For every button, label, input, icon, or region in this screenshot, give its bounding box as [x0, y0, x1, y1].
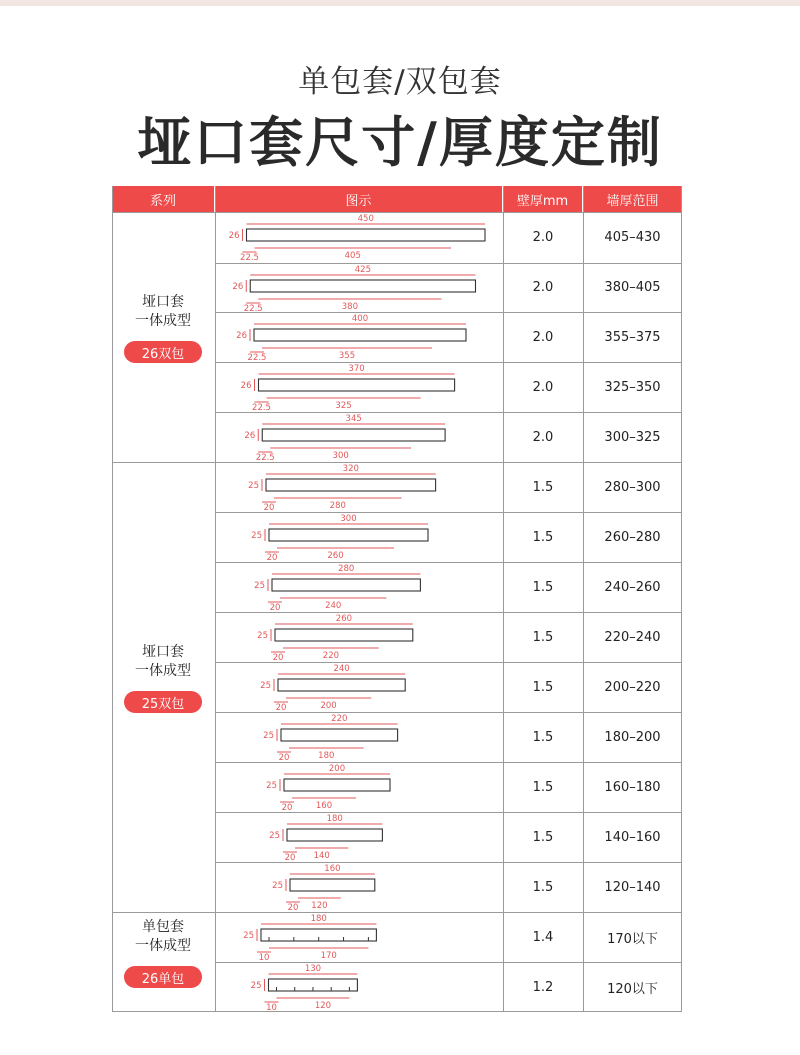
lip-dimension-label: 20 [269, 603, 281, 612]
top-dimension-label: 220 [331, 714, 348, 724]
lip-dimension-label: 22.5 [252, 403, 271, 412]
profile-diagram [215, 462, 503, 512]
profile-outline [266, 479, 436, 491]
height-dimension-label: 25 [260, 681, 271, 691]
wall-range-value: 120–140 [604, 879, 661, 895]
thickness-value: 1.5 [532, 629, 554, 645]
profile-diagram [215, 662, 503, 712]
group-label-line1: 垭口套 [142, 294, 184, 310]
thickness-value: 1.5 [532, 879, 554, 895]
lip-dimension-label: 22.5 [243, 304, 263, 312]
top-dimension-label: 425 [354, 265, 371, 275]
profile-outline [287, 829, 382, 841]
lip-dimension-label: 20 [275, 703, 287, 712]
profile-diagram [215, 912, 503, 962]
bottom-dimension-label: 220 [322, 651, 340, 661]
group-label-line1: 单包套 [142, 919, 184, 935]
height-dimension-label: 25 [254, 581, 265, 591]
top-dimension-label: 345 [345, 414, 362, 424]
top-dimension-label: 450 [357, 214, 374, 224]
top-dimension-label: 130 [304, 964, 322, 974]
wall-range-value: 180–200 [604, 729, 661, 745]
group-label-line2: 一体成型 [135, 663, 191, 679]
header-series: 系列 [112, 186, 215, 212]
profile-outline [290, 879, 375, 891]
bottom-dimension-label: 325 [335, 401, 352, 411]
profile-outline [272, 579, 420, 591]
height-dimension-label: 25 [248, 481, 259, 491]
lip-dimension-label: 20 [266, 553, 278, 562]
group-badge: 26双包 [124, 341, 202, 363]
wall-range-value: 380–405 [604, 280, 661, 295]
height-dimension-label: 26 [244, 431, 256, 441]
profile-diagram [215, 862, 503, 912]
group-badge: 25双包 [124, 691, 202, 713]
profile-outline [247, 229, 486, 241]
profile-outline [269, 529, 428, 541]
bottom-dimension-label: 180 [318, 751, 335, 761]
profile-diagram [215, 612, 503, 662]
bottom-dimension-label: 380 [341, 302, 358, 312]
wall-range-value: 160–180 [604, 779, 661, 795]
wall-range-value: 325–350 [604, 379, 661, 395]
bottom-dimension-label: 120 [311, 901, 328, 911]
profile-diagram [215, 962, 503, 1012]
profile-outline [259, 379, 455, 391]
height-dimension-label: 25 [269, 831, 280, 841]
top-dimension-label: 160 [324, 864, 341, 874]
profile-outline [281, 729, 398, 741]
profile-diagram [215, 562, 503, 612]
bottom-dimension-label: 280 [329, 501, 346, 511]
lip-dimension-label: 22.5 [240, 253, 259, 263]
thickness-value: 1.5 [532, 579, 554, 595]
wall-range-value: 355–375 [604, 329, 661, 345]
wall-range-value: 220–240 [604, 629, 661, 645]
wall-range-value: 140–160 [604, 829, 661, 845]
thickness-value: 1.4 [532, 929, 554, 945]
header-thickness: 壁厚mm [503, 186, 583, 212]
wall-range-value: 170以下 [607, 931, 658, 947]
thickness-value: 2.0 [532, 280, 554, 295]
group-label-line2: 一体成型 [135, 938, 191, 954]
wall-range-value: 120以下 [607, 981, 658, 997]
profile-diagram [215, 263, 503, 312]
thickness-value: 2.0 [532, 379, 554, 395]
group-label-line1: 垭口套 [142, 644, 184, 660]
top-dimension-label: 260 [335, 614, 353, 624]
profile-diagram [215, 412, 503, 462]
top-dimension-label: 280 [338, 564, 355, 574]
height-dimension-label: 25 [263, 731, 274, 741]
profile-outline [284, 779, 390, 791]
profile-outline [278, 679, 405, 691]
spec-table [112, 186, 682, 1012]
bottom-dimension-label: 200 [320, 701, 337, 711]
profile-outline [250, 280, 475, 292]
thickness-value: 1.5 [532, 479, 554, 495]
bottom-dimension-label: 355 [338, 351, 356, 361]
height-dimension-label: 25 [250, 981, 262, 991]
profile-diagram [215, 512, 503, 562]
bottom-dimension-label: 240 [325, 601, 342, 611]
top-dimension-label: 320 [342, 464, 359, 474]
wall-range-value: 280–300 [604, 479, 661, 495]
lip-dimension-label: 10 [258, 953, 270, 962]
thickness-value: 2.0 [532, 329, 554, 345]
top-dimension-label: 370 [348, 364, 365, 374]
profile-diagram [215, 712, 503, 762]
height-dimension-label: 26 [240, 381, 252, 391]
height-dimension-label: 26 [236, 331, 247, 341]
wall-range-value: 200–220 [604, 679, 661, 695]
top-dimension-label: 200 [328, 764, 346, 774]
header-diagram: 图示 [215, 186, 503, 212]
lip-dimension-label: 22.5 [255, 453, 275, 462]
wall-range-value: 240–260 [604, 579, 661, 595]
lip-dimension-label: 20 [272, 653, 284, 662]
bottom-dimension-label: 140 [313, 851, 330, 861]
lip-dimension-label: 20 [278, 753, 290, 762]
height-dimension-label: 25 [272, 881, 283, 891]
bottom-dimension-label: 300 [332, 451, 349, 461]
profile-outline [254, 329, 466, 341]
thickness-value: 1.5 [532, 729, 554, 745]
bottom-dimension-label: 160 [315, 801, 333, 811]
lip-dimension-label: 20 [263, 503, 275, 512]
header-wall-range: 墙厚范围 [583, 186, 682, 212]
profile-diagram [215, 762, 503, 812]
page-subtitle: 单包套/双包套 [298, 64, 502, 100]
group-badge: 26单包 [124, 966, 202, 988]
lip-dimension-label: 22.5 [247, 353, 267, 362]
lip-dimension-label: 20 [281, 803, 293, 812]
top-dimension-label: 300 [340, 514, 357, 524]
thickness-value: 1.5 [532, 679, 554, 695]
profile-outline [262, 429, 445, 441]
lip-dimension-label: 20 [284, 853, 296, 862]
top-dimension-label: 180 [310, 914, 327, 924]
height-dimension-label: 25 [257, 631, 268, 641]
thickness-value: 1.5 [532, 829, 554, 845]
page-title: 垭口套尺寸/厚度定制 [137, 111, 663, 174]
top-decorative-strip [0, 0, 800, 6]
top-dimension-label: 180 [326, 814, 343, 824]
thickness-value: 2.0 [532, 429, 554, 445]
lip-dimension-label: 20 [287, 903, 299, 912]
thickness-value: 2.0 [532, 230, 554, 245]
top-dimension-label: 400 [351, 314, 369, 324]
profile-diagram [215, 362, 503, 412]
height-dimension-label: 25 [243, 931, 254, 941]
profile-diagram [215, 212, 503, 263]
profile-diagram [215, 812, 503, 862]
bottom-dimension-label: 170 [320, 951, 337, 961]
thickness-value: 1.5 [532, 529, 554, 545]
top-dimension-label: 240 [333, 664, 350, 674]
height-dimension-label: 25 [266, 781, 277, 791]
height-dimension-label: 26 [232, 282, 244, 292]
height-dimension-label: 26 [228, 231, 240, 241]
thickness-value: 1.2 [532, 979, 554, 995]
wall-range-value: 300–325 [604, 429, 661, 445]
profile-outline [275, 629, 413, 641]
bottom-dimension-label: 260 [327, 551, 344, 561]
profile-diagram [215, 312, 503, 362]
thickness-value: 1.5 [532, 779, 554, 795]
lip-dimension-label: 10 [266, 1003, 277, 1012]
wall-range-value: 260–280 [604, 529, 661, 545]
height-dimension-label: 25 [251, 531, 262, 541]
wall-range-value: 405–430 [604, 230, 661, 245]
bottom-dimension-label: 405 [344, 251, 361, 261]
group-label-line2: 一体成型 [135, 313, 191, 329]
bottom-dimension-label: 120 [314, 1001, 332, 1011]
